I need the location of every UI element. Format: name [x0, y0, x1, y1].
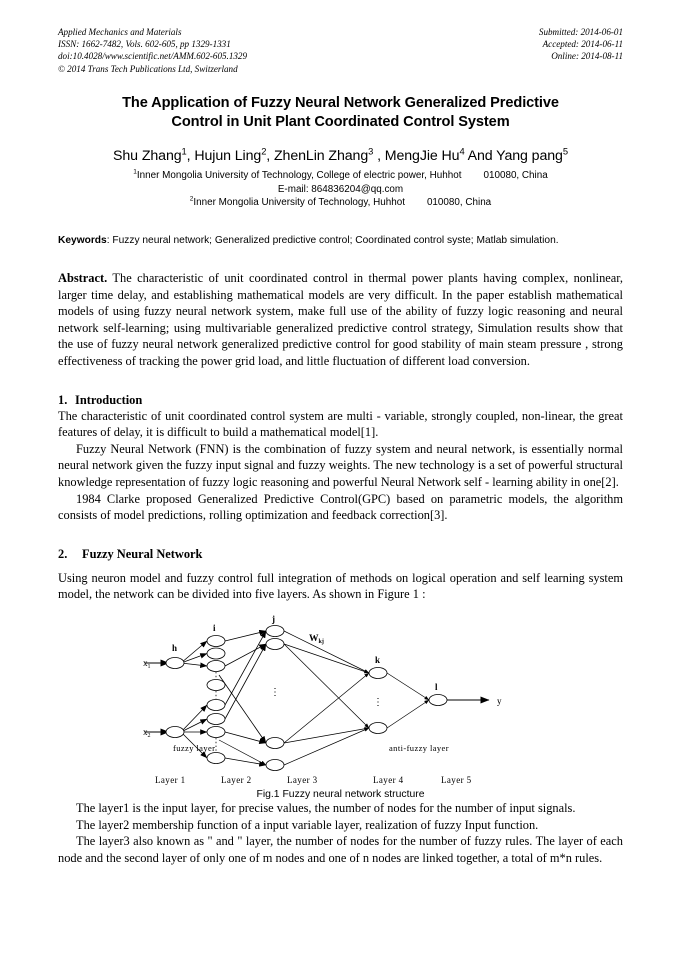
fuzzy-neural-network-diagram	[141, 615, 541, 787]
section-2-paragraph-4: The layer3 also known as " and " layer, the number of nodes for the number of fuzzy rules. The layer of each node and the second layer of only one of m nodes and one of n nodes are linked together, a total of m*n rules.	[58, 834, 623, 865]
section-1-paragraph-2: Fuzzy Neural Network (FNN) is the combination of fuzzy system and neural network, is essentially normal neural network given the fuzzy input signal and fuzzy weights. The new technology is a set of powerful structural knowledge representation of fuzzy logic reasoning and powerful Neural Network self - learning ability in one[2].	[58, 441, 623, 490]
section-2-paragraph-3: The layer2 membership function of a input variable layer, realization of fuzzy Input function.	[76, 817, 539, 832]
section-1-paragraph-1: The characteristic of unit coordinated control system are multi - variable, strongly coupled, non-linear, the great features of delay, it is difficult to build a mathematical model[1].	[58, 408, 623, 440]
title-line-1: The Application of Fuzzy Neural Network Generalized Predictive	[122, 95, 559, 111]
fuzzy-layer-label: fuzzy layer	[172, 743, 215, 753]
title-line-2: Control in Unit Plant Coordinated Control System	[171, 114, 510, 130]
author-sup-1: 1	[181, 146, 187, 157]
abstract-block	[58, 270, 623, 370]
edges-layer4-to-layer5	[387, 673, 429, 728]
edges-layer1-to-layer2	[181, 641, 207, 758]
journal-name: Applied Mechanics and Materials	[58, 27, 182, 37]
node-label-i: i	[212, 623, 216, 633]
layer1-nodes	[166, 658, 184, 738]
author-sup-4: 4	[459, 146, 465, 157]
edges-layer2-to-layer3	[219, 631, 266, 765]
layer3-ellipsis: ⋮	[269, 687, 280, 698]
journal-issn: ISSN: 1662-7482, Vols. 602-605, pp 1329-1331	[58, 39, 231, 50]
node-label-j: j	[271, 615, 275, 624]
layer-label-2: Layer 2	[220, 775, 252, 785]
section-2-paragraph-1: Using neuron model and fuzzy control full integration of methods on logical operation and self learning system model, the network can be divided into five layers. As shown in Figure 1 :	[58, 570, 623, 602]
submitted-date: Submitted: 2014-06-01	[538, 27, 623, 37]
affiliation-2: $^2$Inner Mongolia University of Technology, Huhhot 010080, China	[189, 195, 492, 208]
online-date: Online: 2014-08-11	[551, 51, 623, 62]
layer-label-3: Layer 3	[286, 775, 318, 785]
page-content	[58, 26, 623, 866]
output-label-y: y	[496, 696, 501, 706]
node-label-h: h	[171, 643, 177, 653]
abstract-label: Abstract.	[58, 271, 108, 286]
affiliation-1: $^1$Inner Mongolia University of Technology, College of electric power, Huhhot 010080, China	[133, 168, 548, 181]
journal-header-right	[403, 26, 623, 63]
layer-label-4: Layer 4	[372, 775, 404, 785]
node-label-l: l	[434, 682, 438, 692]
affil-sup-1: 1	[133, 168, 137, 176]
author-sup-2: 2	[261, 146, 267, 157]
section-number-1: 1.	[58, 392, 68, 407]
weight-label-wkj: $W_{kj}$	[308, 634, 324, 645]
layer3-nodes	[266, 626, 284, 771]
section-heading-1	[58, 392, 623, 408]
section-number-2: 2.	[58, 546, 68, 561]
keywords-label: Keywords	[58, 234, 107, 246]
section-1-paragraph-3: 1984 Clarke proposed Generalized Predictive Control(GPC) based on parametric models, the algorithm consists of model predictions, rolling optimization and feedback correction[3].	[58, 491, 623, 523]
layer-label-1: Layer 1	[154, 775, 186, 785]
input-label-x2: $x_2$	[142, 727, 150, 739]
accepted-date: Accepted: 2014-06-11	[542, 39, 623, 50]
author-list: Shu Zhang$^1$, Hujun Ling$^2$, ZhenLin Zhang$^3$ , MengJie Hu$^4$ And Yang pang$^5$	[113, 146, 568, 164]
keywords-block	[58, 234, 623, 249]
edges-layer3-to-layer4	[284, 631, 369, 765]
section-heading-2	[58, 546, 623, 562]
anti-fuzzy-layer-label: anti-fuzzy layer	[388, 743, 449, 753]
author-sup-5: 5	[562, 146, 568, 157]
section-title-1: Introduction	[75, 392, 143, 407]
layer4-ellipsis: ⋮	[372, 697, 383, 708]
keywords-text: : Fuzzy neural network; Generalized predictive control; Coordinated control syste; Matlab simulation.	[106, 234, 559, 246]
journal-copyright: © 2014 Trans Tech Publications Ltd, Switzerland	[58, 63, 238, 74]
abstract-text: The characteristic of unit coordinated control in thermal power plants having complex, nonlinear, larger time delay, and establishing mathematical models are very difficult. In the paper establish mathematical models of using fuzzy neural network system, make full use of the ability of fuzzy logic reasoning and neural network self-learning; using multivariable generalized predictive control strategy, Simulation results show that the use of fuzzy neural network generalized predictive control for good stability of main steam pressure , strong effectiveness of tracking the power grid load, and little fluctuation of different load conversion.	[58, 271, 623, 369]
affiliations	[58, 169, 623, 210]
author-email: E-mail: 864836204@qq.com	[277, 183, 404, 195]
journal-header-left	[58, 26, 398, 75]
author-sup-3: 3	[368, 146, 374, 157]
figure-caption: Fig.1 Fuzzy neural network structure	[256, 789, 425, 800]
journal-doi: doi:10.4028/www.scientific.net/AMM.602-605.1329	[58, 51, 248, 62]
input-label-x1: $x_1$	[142, 658, 150, 670]
node-label-k: k	[374, 655, 380, 665]
layer-label-5: Layer 5	[440, 775, 472, 785]
layer5-node	[429, 695, 447, 706]
input-arrows	[145, 663, 169, 732]
journal-header	[58, 26, 623, 78]
page-title	[58, 94, 623, 132]
section-2-paragraph-2: The layer1 is the input layer, for precise values, the number of nodes for the number of input signals.	[76, 801, 576, 815]
affil-sup-2: 2	[189, 195, 194, 203]
figure-1	[58, 615, 623, 800]
section-title-2: Fuzzy Neural Network	[82, 546, 203, 561]
